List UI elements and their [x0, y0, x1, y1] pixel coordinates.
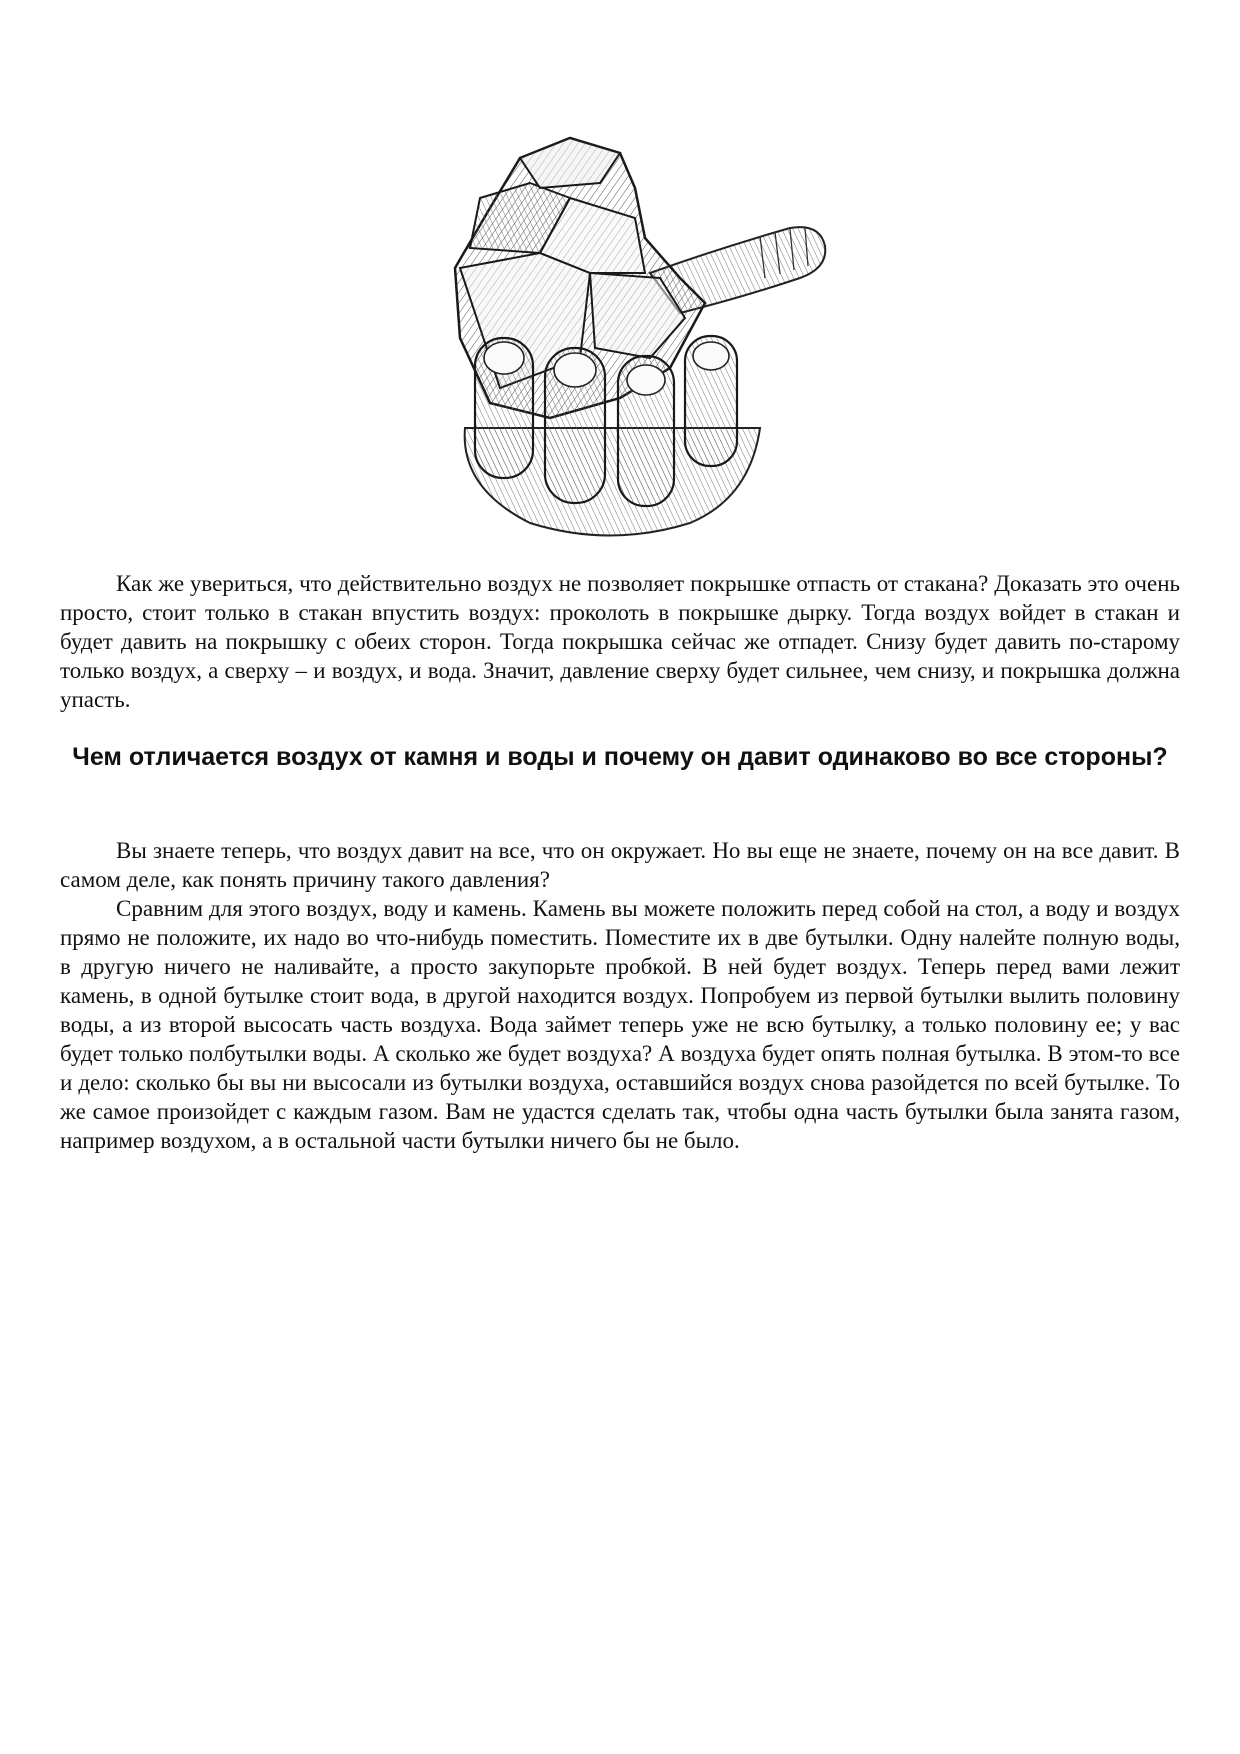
text-block-2 — [60, 836, 1180, 1155]
text-block-1 — [60, 569, 1180, 714]
hand-holding-rock-icon — [420, 128, 840, 543]
paragraph: Вы знаете теперь, что воздух давит на все, что он окружает. Но вы еще не знаете, почему он на все давит. В самом деле, как понять причину такого давления? — [60, 838, 1180, 892]
paragraph: Как же увериться, что действительно воздух не позволяет покрышке отпасть от стакана? Доказать это очень просто, стоит только в стакан впустить воздух: проколоть в покрышке дырку. Тогда воздух войдет в стакан и будет давить на покрышку с обеих сторон. Тогда покрышка сейчас же отпадет. Снизу будет давить по-старому только воздух, а сверху – и воздух, и вода. Значит, давление сверху будет сильнее, чем снизу, и покрышка должна упасть. — [60, 571, 1180, 712]
paragraph: Сравним для этого воздух, воду и камень. Камень вы можете положить перед собой на стол, а воду и воздух прямо не положите, их надо во что-нибудь поместить. Поместите их в две бутылки. Одну налейте полную воды, в другую ничего не наливайте, а просто закупорьте пробкой. В ней будет воздух. Теперь перед вами лежит камень, в одной бутылке стоит вода, в другой находится воздух. Попробуем из первой бутылки вылить половину воды, а из второй высосать часть воздуха. Вода займет теперь уже не всю бутылку, а только половину ее; у вас будет только полбутылки воды. А сколько же будет воздуха? А воздуха будет опять полная бутылка. В этом-то все и дело: сколько бы вы ни высосали из бутылки воздуха, оставшийся воздух снова разойдется по всей бутылке. То же самое произойдет с каждым газом. Вам не удастся сделать так, чтобы одна часть бутылки была занята газом, например воздухом, а в остальной части бутылки ничего бы не было. — [60, 896, 1180, 1153]
section-heading: Чем отличается воздух от камня и воды и почему он давит одинаково во все стороны? — [72, 743, 1168, 771]
